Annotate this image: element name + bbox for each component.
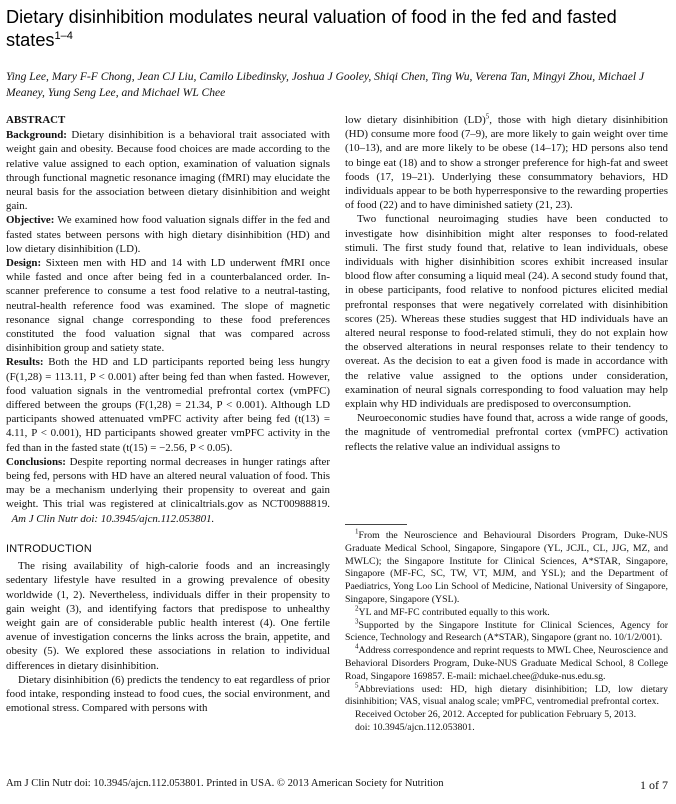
- footnote-3-mark: 3: [355, 617, 359, 626]
- footnote-1: [345, 527, 668, 607]
- footnote-3-text: Supported by the Singapore Institute for Clinical Sciences, Agency for Science, Technology and Research (A*STAR), Singapore (grant no. 10/1/2/001).: [345, 619, 668, 644]
- paper-title: [6, 6, 670, 52]
- introduction-heading: INTRODUCTION: [6, 542, 92, 555]
- right-p1-rest: , those with high dietary disinhibition (HD) consume more food (7–9), are more likely to gain weight over time (10–13), and are more likely to be obese (14–17); HD persons also tend to binge eat (18) and to show a stronger preference for high-fat and sweet foods (17, 19–21). Underlying these consummatory behaviors, HD individuals appear to be both hyperresponsive to the rewarding properties of food (22) and to have diminished satiety (21, 23).: [345, 114, 668, 212]
- footnote-4-text: Address correspondence and reprint requests to MWL Chee, Neuroscience and Behavioral Disorders Program, Duke-NUS Graduate Medical School, 8 College Road, Singapore 169857. E-mail: michael.chee@duke-nus.edu.sg.: [345, 645, 668, 682]
- right-p1-start: low dietary disinhibition (LD): [345, 114, 486, 126]
- footer-citation: Am J Clin Nutr doi: 10.3945/ajcn.112.053801. Printed in USA. © 2013 American Society for Nutrition: [6, 778, 444, 789]
- footnote-1-mark: 1: [355, 527, 359, 536]
- footnote-5-mark: 5: [355, 681, 359, 690]
- design-text: Sixteen men with HD and 14 with LD underwent fMRI once while fasted and once after being fed in a counterbalanced order. In-scanner preference to consume a test food relative to a neutral-tasting, neutral-health reference food was examined. The slope of magnetic resonance signal change corresponding to these food preferences constituted the food valuation signal that was compared across disinhibition group and satiety state.: [6, 257, 330, 355]
- paper-title-text: Dietary disinhibition modulates neural valuation of food in the fed and fasted states: [6, 7, 617, 50]
- left-column: [6, 113, 330, 715]
- abstract-conclusions: [6, 455, 330, 526]
- intro-paragraph-2: Dietary disinhibition (6) predicts the tendency to eat regardless of prior food intake, responding instead to food cues, the social environment, and emotional stress. Compared with persons with: [6, 673, 330, 715]
- objective-text: We examined how food valuation signals differ in the fed and fasted states between persons with high dietary disinhibition (HD) and low dietary disinhibition (LD).: [6, 214, 330, 255]
- footnote-divider: [345, 524, 407, 525]
- page-footer: [6, 778, 670, 794]
- page-number: 1 of 7: [640, 778, 668, 792]
- footnote-4-mark: 4: [355, 642, 359, 651]
- footnote-1-text: From the Neuroscience and Behavioural Disorders Program, Duke-NUS Graduate Medical School, Singapore, Singapore (YL, JCJL, CL, JJG, MZ, and MWLC); the Singapore Institute for Clinical Sciences, A*STAR, Singapore, Singapore (MF-FC, SC, TW, VT, MJM, and YSL); and the Department of Paediatrics, Yong Loo Lin School of Medicine, National University of Singapore, Singapore, Singapore (YSL).: [345, 530, 668, 605]
- right-paragraph-2: Two functional neuroimaging studies have been conducted to investigate how disinhibition might alter responses to food-related stimuli. The first study found that, relative to lean individuals, obese individuals with higher disinhibition scores exhibit increased insular blood flow after consuming a liquid meal (24). A second study found that, in obese participants, food relative to nonfood pictures elicited medial prefrontal responses that were negatively correlated with disinhibition scores (25). Whereas these studies suggest that HD individuals have an altered neural response to food-related stimuli, they do not explain how the observed alterations in neural responses relate to their tendency to overeat. As the decision to eat a given food is made in accordance with the relative value assigned to the options under consideration, examination of neural signals corresponding to food valuation may help explain why HD individuals are predisposed to overconsumption.: [345, 213, 668, 411]
- footnote-2-mark: 2: [355, 604, 359, 613]
- abstract-heading: ABSTRACT: [6, 114, 66, 126]
- results-text: Both the HD and LD participants reported being less hungry (F(1,28) = 113.11, P < 0.001) after being fed than when fasted. However, food valuation signals in the ventromedial prefrontal cortex (vmPFC) differed between the groups (F(1,28) = 21.34, P < 0.001). Although LD participants showed attenuated vmPFC activity after being fed (t(13) = 4.11, P < 0.001), HD participants showed greater vmPFC activity in the fed than in the fasted state (t(15) = −2.56, P < 0.05).: [6, 356, 330, 454]
- footnote-2-text: YL and MF-FC contributed equally to this work.: [358, 606, 550, 618]
- footnote-5: [345, 681, 668, 710]
- title-superscript: 1–4: [54, 29, 73, 42]
- abstract-background: [6, 128, 330, 213]
- objective-label: Objective:: [6, 214, 55, 227]
- journal-citation: Am J Clin Nutr doi: 10.3945/ajcn.112.053801.: [11, 512, 215, 525]
- right-column: [345, 113, 668, 454]
- footnote-2: [345, 604, 668, 620]
- right-paragraph-3: Neuroeconomic studies have found that, across a wide range of goods, the magnitude of ventromedial prefrontal cortex (vmPFC) activation reflects the relative value an individual assigns to: [345, 412, 668, 453]
- background-label: Background:: [6, 129, 67, 142]
- received-dates: Received October 26, 2012. Accepted for publication February 5, 2013.: [355, 709, 637, 721]
- footnote-5-text: Abbreviations used: HD, high dietary disinhibition; LD, low dietary disinhibition; VAS, visual analog scale; vmPFC, ventromedial prefrontal cortex.: [345, 683, 668, 708]
- footnote-doi: doi: 10.3945/ajcn.112.053801.: [355, 721, 475, 733]
- design-label: Design:: [6, 257, 42, 270]
- abstract-results: [6, 355, 330, 454]
- author-list: Ying Lee, Mary F-F Chong, Jean CJ Liu, Camilo Libedinsky, Joshua J Gooley, Shiqi Chen, Ting Wu, Verena Tan, Mingyi Zhou, Michael J Meaney, Yung Seng Lee, and Michael WL Chee: [6, 70, 645, 99]
- intro-paragraph-1: The rising availability of high-calorie foods and an increasingly sedentary lifestyle have resulted in a growing prevalence of obesity worldwide (1, 2). Nevertheless, individuals differ in their propensity to gain weight (3), and identifying factors that predispose to unhealthy weight gain are of considerable public health interest (4). One fertile avenue of investigation concerns the links across the brain, appetite, and obesity (5). We explored these associations in relation to individual differences in dietary disinhibition.: [6, 560, 330, 672]
- footnotes: [345, 527, 668, 735]
- footnote-4: [345, 642, 668, 683]
- footnote-3: [345, 617, 668, 646]
- abstract-objective: [6, 213, 330, 256]
- right-paragraph-1: [345, 113, 668, 212]
- abbrev-footnote-ref: 5: [485, 112, 490, 121]
- conclusions-label: Conclusions:: [6, 455, 66, 468]
- conclusions-text: Despite reporting normal decreases in hunger ratings after being fed, persons with HD have an altered neural valuation of food. This may be a mechanism underlying their propensity to overeat and gain weight. This trial was registered at clinicaltrials.gov as NCT00988819.: [6, 455, 330, 511]
- abstract-design: [6, 256, 330, 355]
- background-text: Dietary disinhibition is a behavioral trait associated with weight gain and obesity. Because food choices are made according to the relative value assigned to each option, examination of valuation signals through functional magnetic resonance imaging (fMRI) may elucidate the neural basis for the association between dietary disinhibition and weight gain.: [6, 129, 330, 213]
- results-label: Results:: [6, 356, 44, 369]
